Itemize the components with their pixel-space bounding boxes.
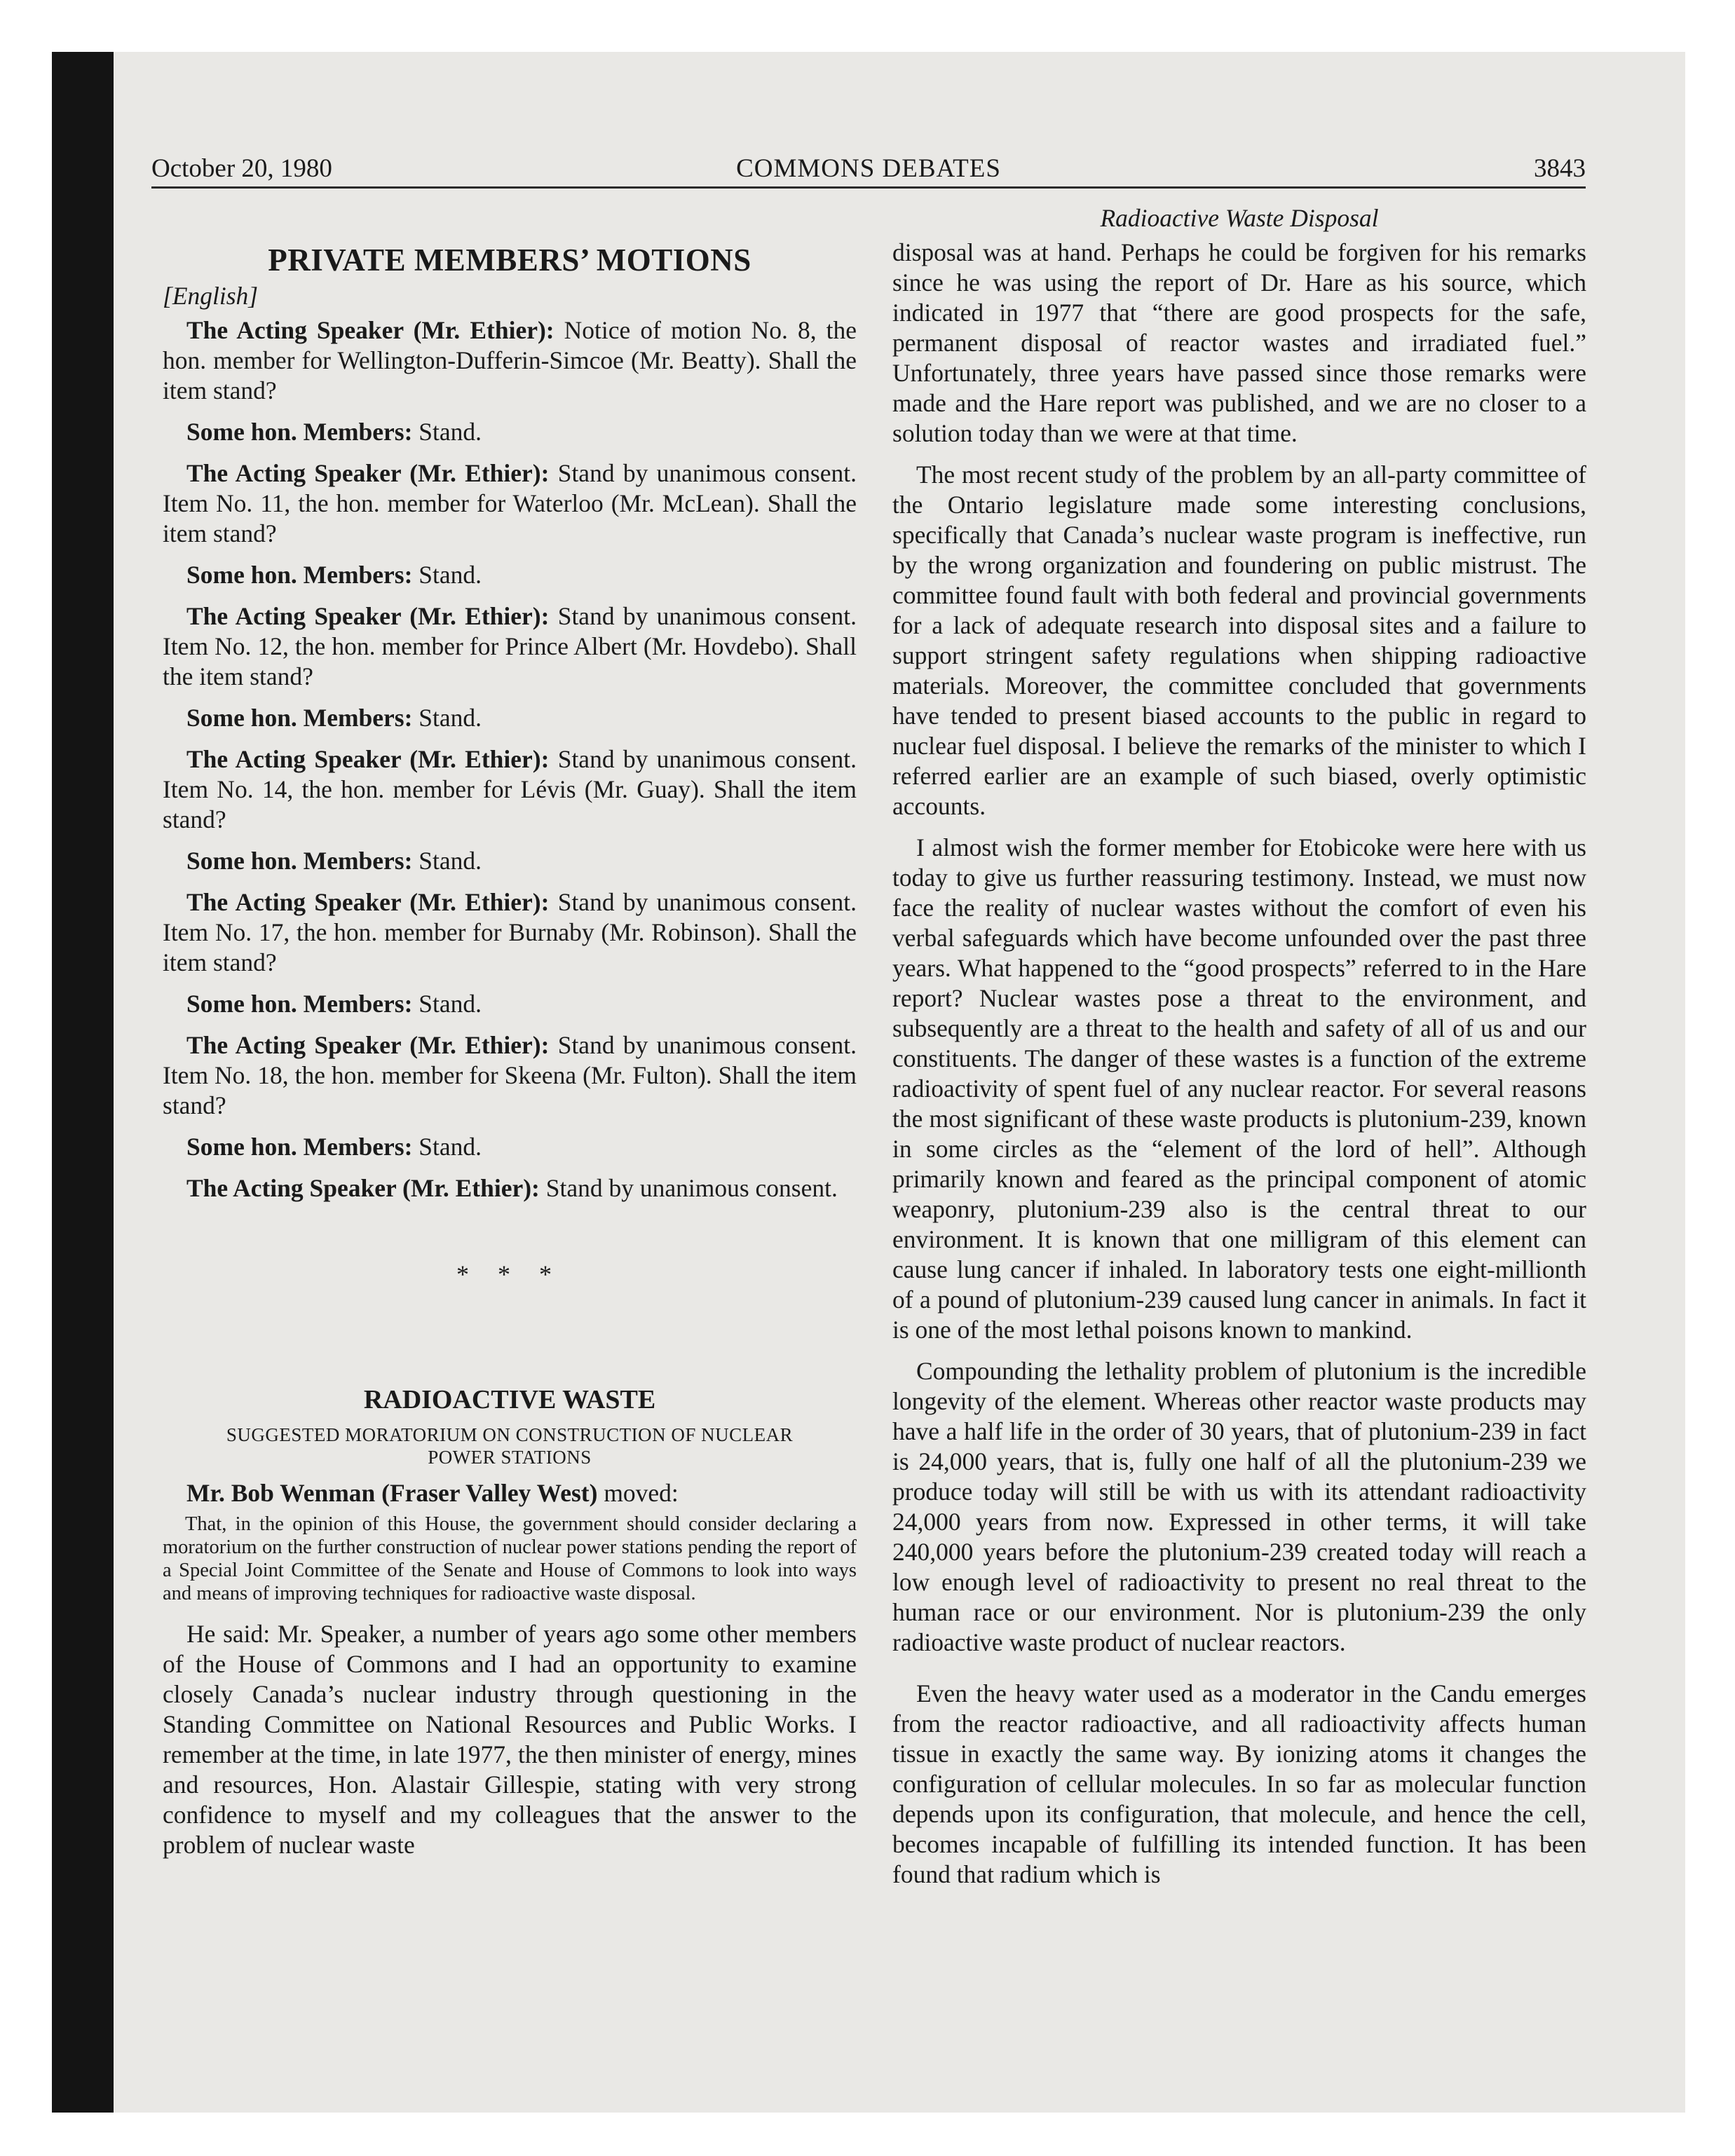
paragraph-text: Stand by unanimous consent. Item No. 14, the hon. member for Lévis (Mr. Guay). Shall the item stand? bbox=[163, 745, 857, 833]
debate-paragraph bbox=[163, 1132, 857, 1162]
debate-paragraph bbox=[163, 703, 857, 733]
speaker-name: The Acting Speaker (Mr. Ethier): bbox=[186, 316, 554, 344]
speech-paragraph: disposal was at hand. Perhaps he could be forgiven for his remarks since he was using the report of Dr. Hare as his source, which indicated in 1977 that “there are good prospects for the safe, permanent disposal of reactor wastes and irradiated fuel.” Unfortunately, three years have passed since those remarks were made and the Hare report was published, and we are no closer to a solution today than we were at that time. bbox=[892, 238, 1586, 447]
paragraph-text: Stand by unanimous consent. Item No. 11, the hon. member for Waterloo (Mr. McLean). Shall the item stand? bbox=[163, 459, 857, 547]
header-journal-title: COMMONS DEBATES bbox=[736, 154, 1001, 183]
section-title: PRIVATE MEMBERS’ MOTIONS bbox=[268, 243, 751, 278]
speaker-name: Some hon. Members: bbox=[186, 704, 413, 732]
debate-paragraph bbox=[163, 846, 857, 876]
paragraph-text: Stand by unanimous consent. Item No. 12, the hon. member for Prince Albert (Mr. Hovdebo). Shall the item stand? bbox=[163, 602, 857, 690]
paragraph-text: Stand. bbox=[412, 704, 482, 732]
speaker-name: Some hon. Members: bbox=[186, 418, 413, 446]
mover-line bbox=[163, 1478, 857, 1508]
speech-paragraph: Even the heavy water used as a moderator in the Candu emerges from the reactor radioactive, and all radioactivity affects human tissue in exactly the same way. By ionizing atoms it changes the configuration of cellular molecules. In so far as molecular function depends upon its configuration, that molecule, and hence the cell, becomes incapable of fulfilling its intended function. It has been found that radium which is bbox=[892, 1679, 1586, 1888]
paragraph-text: Stand by unanimous consent. bbox=[539, 1174, 838, 1202]
mover-name: Mr. Bob Wenman (Fraser Valley West) bbox=[186, 1479, 598, 1507]
speech-paragraph: The most recent study of the problem by an all-party committee of the Ontario legislature made some interesting conclusions, specifically that Canada’s nuclear waste program is ineffective, run by the wrong organization and foundering on public mistrust. The committee found fault with both federal and provincial governments for a lack of adequate research into disposal sites and a failure to support stringent safety regulations when shipping radioactive materials. Moreover, the committee concluded that governments have tended to present biased accounts to the public in regard to nuclear fuel disposal. I believe the remarks of the minister to which I referred earlier are an example of such biased, overly optimistic accounts. bbox=[892, 460, 1586, 820]
section-separator: * * * bbox=[456, 1260, 563, 1288]
paragraph-text: Stand. bbox=[412, 1133, 482, 1161]
speaker-name: The Acting Speaker (Mr. Ethier): bbox=[186, 1174, 540, 1202]
scan-binding-edge bbox=[52, 52, 114, 2113]
speaker-name: Some hon. Members: bbox=[186, 990, 413, 1018]
left-column bbox=[163, 203, 857, 1860]
speaker-name: The Acting Speaker (Mr. Ethier): bbox=[186, 888, 550, 916]
debate-paragraph bbox=[163, 601, 857, 692]
speaker-name: The Acting Speaker (Mr. Ethier): bbox=[186, 745, 550, 773]
header-date: October 20, 1980 bbox=[151, 154, 332, 183]
debate-paragraph bbox=[163, 458, 857, 549]
speaker-name: The Acting Speaker (Mr. Ethier): bbox=[186, 602, 550, 630]
mover-text: moved: bbox=[597, 1479, 679, 1507]
right-column bbox=[892, 203, 1586, 1890]
paragraph-text: Stand. bbox=[412, 847, 482, 875]
speech-paragraph: He said: Mr. Speaker, a number of years ago some other members of the House of Commons and I had an opportunity to examine closely Canada’s nuclear industry through questioning in the Standing Committee on National Resources and Public Works. I remember at the time, in late 1977, the then minister of energy, mines and resources, Hon. Alastair Gillespie, stating with very strong confidence to myself and my colleagues that the answer to the problem of nuclear waste bbox=[163, 1620, 857, 1859]
speech-paragraph: I almost wish the former member for Etobicoke were here with us today to give us further reassuring testimony. Instead, we must now face the reality of nuclear wastes without the comfort of even his verbal safeguards which have become unfounded over the past three years. What happened to the “good prospects” referred to in the Hare report? Nuclear wastes pose a threat to the environment, and subsequently are a threat to the health and safety of all of us and our constituents. The danger of these wastes is a function of the extreme radioactivity of spent fuel of any nuclear reactor. For several reasons the most significant of these waste products is plutonium-239, known in some circles as the “element of the lord of hell”. Although primarily known and feared as the principal component of atomic weaponry, plutonium-239 also is the central threat to our environment. It is known that one milligram of this element can cause lung cancer if inhaled. In laboratory tests one eight-millionth of a pound of plutonium-239 caused lung cancer in animals. In fact it is one of the most lethal poisons known to mankind. bbox=[892, 833, 1586, 1344]
speech-paragraph: Compounding the lethality problem of plutonium is the incredible longevity of the element. Whereas other reactor waste products may have a half life in the order of 30 years, that of plutonium-239 in fact is 24,000 years, that is, fully one half of all the plutonium-239 we produce today will still be with us with its attendant radioactivity 24,000 years from now. Expressed in other terms, it will take 240,000 years before the plutonium-239 created today will reach a low enough level of radioactivity to present no real threat to the human race or our environment. Nor is plutonium-239 the only radioactive waste product of nuclear reactors. bbox=[892, 1357, 1586, 1656]
debate-paragraph bbox=[163, 1173, 857, 1203]
debate-paragraph bbox=[163, 744, 857, 835]
motion-text: That, in the opinion of this House, the government should consider declaring a moratorium on the further construction of nuclear power stations pending the report of a Special Joint Committee of the Senate and House of Commons to look into ways and means of improving techniques for radioactive waste disposal. bbox=[163, 1513, 857, 1604]
debate-paragraph bbox=[163, 315, 857, 406]
page-header bbox=[151, 153, 1586, 189]
debate-paragraph bbox=[163, 560, 857, 590]
speaker-name: The Acting Speaker (Mr. Ethier): bbox=[186, 1031, 550, 1059]
paragraph-text: Stand. bbox=[412, 561, 482, 589]
speaker-name: Some hon. Members: bbox=[186, 561, 413, 589]
speaker-name: The Acting Speaker (Mr. Ethier): bbox=[186, 459, 550, 487]
subsection-title: RADIOACTIVE WASTE bbox=[363, 1385, 656, 1414]
paragraph-text: Stand. bbox=[412, 418, 482, 446]
paragraph-text: Notice of motion No. 8, the hon. member for Wellington-Dufferin-Simcoe (Mr. Beatty). Shall the item stand? bbox=[163, 316, 857, 404]
paragraph-text: Stand. bbox=[412, 990, 482, 1018]
language-tag: [English] bbox=[163, 282, 259, 310]
running-head: Radioactive Waste Disposal bbox=[1100, 204, 1379, 232]
speaker-name: Some hon. Members: bbox=[186, 847, 413, 875]
speaker-name: Some hon. Members: bbox=[186, 1133, 413, 1161]
debate-paragraph bbox=[163, 1030, 857, 1121]
paragraph-text: Stand by unanimous consent. Item No. 17, the hon. member for Burnaby (Mr. Robinson). Shall the item stand? bbox=[163, 888, 857, 976]
paragraph-text: Stand by unanimous consent. Item No. 18, the hon. member for Skeena (Mr. Fulton). Shall the item stand? bbox=[163, 1031, 857, 1119]
header-page-number: 3843 bbox=[1534, 154, 1586, 183]
debate-paragraph bbox=[163, 989, 857, 1019]
debate-paragraph bbox=[163, 417, 857, 447]
subsection-subtitle: SUGGESTED MORATORIUM ON CONSTRUCTION OF NUCLEAR POWER STATIONS bbox=[226, 1424, 794, 1468]
debate-paragraph bbox=[163, 887, 857, 978]
